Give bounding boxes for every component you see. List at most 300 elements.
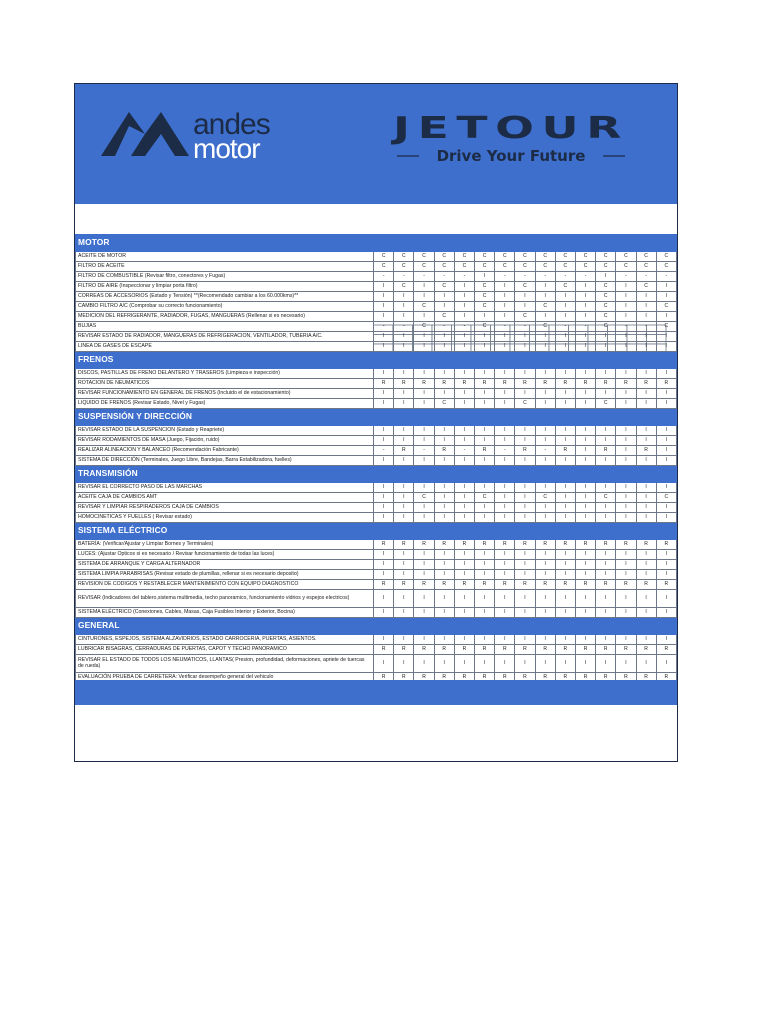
interval-cell: C: [414, 302, 434, 312]
interval-cell: I: [394, 302, 414, 312]
interval-cell: I: [636, 342, 656, 352]
interval-cell: I: [414, 608, 434, 618]
interval-cell: I: [394, 436, 414, 446]
interval-cell: R: [616, 673, 636, 683]
interval-cell: C: [394, 282, 414, 292]
interval-cell: C: [475, 493, 495, 503]
interval-cell: I: [434, 635, 454, 645]
interval-cell: C: [656, 302, 676, 312]
task-label: EVALUACIÓN PRUEBA DE CARRETERA: Verificar desempeño general del vehiculo: [76, 673, 374, 683]
interval-cell: I: [656, 436, 676, 446]
interval-cell: I: [434, 655, 454, 673]
interval-cell: I: [394, 493, 414, 503]
interval-cell: I: [575, 513, 595, 523]
interval-cell: I: [656, 282, 676, 292]
interval-cell: I: [495, 503, 515, 513]
header-banner: [75, 84, 677, 204]
table-row: [76, 570, 677, 580]
interval-cell: R: [636, 673, 656, 683]
task-label: REVISAR ESTADO DE RADIADOR, MANGUERAS DE REFRIGERACION, VENTILADOR, TUBERIA A/C.: [76, 332, 374, 342]
interval-cell: C: [434, 252, 454, 262]
interval-cell: R: [535, 580, 555, 590]
interval-cell: C: [656, 252, 676, 262]
interval-cell: -: [616, 322, 636, 332]
maintenance-table: [75, 234, 677, 693]
interval-cell: I: [414, 332, 434, 342]
interval-cell: I: [555, 590, 575, 608]
interval-cell: I: [636, 312, 656, 322]
interval-cell: I: [414, 389, 434, 399]
table-row: [76, 503, 677, 513]
interval-cell: R: [575, 645, 595, 655]
table-row: [76, 262, 677, 272]
task-label: REVISAR FUNCIONAMIENTO EN GENERAL DE FRENOS (Incluido el de estacionamiento): [76, 389, 374, 399]
interval-cell: R: [394, 673, 414, 683]
interval-cell: I: [555, 550, 575, 560]
interval-cell: R: [495, 580, 515, 590]
interval-cell: C: [434, 282, 454, 292]
interval-cell: R: [434, 379, 454, 389]
interval-cell: I: [515, 560, 535, 570]
interval-cell: I: [454, 493, 474, 503]
interval-cell: I: [656, 446, 676, 456]
jetour-wordmark: JETOUR: [391, 111, 629, 146]
interval-cell: I: [656, 456, 676, 466]
maintenance-sheet: [74, 83, 678, 762]
interval-cell: I: [515, 513, 535, 523]
interval-cell: I: [394, 369, 414, 379]
interval-cell: I: [394, 635, 414, 645]
interval-cell: I: [575, 292, 595, 302]
interval-cell: I: [374, 550, 394, 560]
interval-cell: I: [575, 483, 595, 493]
interval-cell: I: [596, 369, 616, 379]
interval-cell: I: [575, 550, 595, 560]
interval-cell: I: [515, 550, 535, 560]
interval-cell: -: [515, 272, 535, 282]
interval-cell: I: [535, 312, 555, 322]
interval-cell: I: [454, 655, 474, 673]
interval-cell: C: [535, 493, 555, 503]
interval-cell: I: [495, 590, 515, 608]
interval-cell: R: [555, 379, 575, 389]
section-title: MOTOR: [76, 235, 677, 252]
interval-cell: I: [535, 503, 555, 513]
section-header-row: [76, 523, 677, 540]
interval-cell: C: [656, 262, 676, 272]
interval-cell: R: [495, 673, 515, 683]
interval-cell: I: [555, 655, 575, 673]
interval-cell: C: [535, 262, 555, 272]
interval-cell: I: [575, 608, 595, 618]
interval-cell: I: [555, 456, 575, 466]
task-label: ACEITE CAJA DE CAMBIOS AMT: [76, 493, 374, 503]
interval-cell: I: [495, 513, 515, 523]
table-row: [76, 332, 677, 342]
interval-cell: I: [636, 426, 656, 436]
interval-cell: I: [515, 389, 535, 399]
interval-cell: -: [394, 322, 414, 332]
interval-cell: I: [434, 590, 454, 608]
interval-cell: I: [394, 456, 414, 466]
interval-cell: I: [414, 282, 434, 292]
interval-cell: I: [475, 272, 495, 282]
interval-cell: R: [475, 645, 495, 655]
interval-cell: I: [535, 282, 555, 292]
interval-cell: I: [616, 503, 636, 513]
task-label: CORREAS DE ACCESORIOS (Estado y Tensión) **(Recomendado cambiar a los 60.000kms)**: [76, 292, 374, 302]
interval-cell: R: [475, 379, 495, 389]
interval-cell: -: [495, 322, 515, 332]
interval-cell: I: [535, 550, 555, 560]
interval-cell: I: [475, 608, 495, 618]
interval-cell: I: [475, 635, 495, 645]
interval-cell: R: [555, 645, 575, 655]
interval-cell: I: [535, 292, 555, 302]
interval-cell: R: [515, 379, 535, 389]
interval-cell: R: [555, 446, 575, 456]
interval-cell: R: [475, 673, 495, 683]
interval-cell: I: [575, 503, 595, 513]
interval-cell: R: [535, 645, 555, 655]
interval-cell: I: [454, 590, 474, 608]
interval-cell: I: [394, 483, 414, 493]
interval-cell: I: [596, 590, 616, 608]
interval-cell: R: [454, 379, 474, 389]
interval-cell: R: [374, 580, 394, 590]
interval-cell: I: [636, 292, 656, 302]
table-row: [76, 252, 677, 262]
interval-cell: I: [596, 513, 616, 523]
table-row: [76, 272, 677, 282]
interval-cell: I: [515, 292, 535, 302]
interval-cell: I: [535, 570, 555, 580]
interval-cell: I: [636, 560, 656, 570]
interval-cell: I: [475, 570, 495, 580]
interval-cell: I: [555, 332, 575, 342]
interval-cell: -: [374, 446, 394, 456]
interval-cell: I: [414, 399, 434, 409]
interval-cell: I: [394, 570, 414, 580]
interval-cell: I: [374, 282, 394, 292]
interval-cell: I: [374, 399, 394, 409]
interval-cell: I: [475, 560, 495, 570]
andes-motor-logo-mark: [99, 108, 289, 160]
interval-cell: I: [656, 292, 676, 302]
interval-cell: I: [454, 436, 474, 446]
interval-cell: I: [374, 436, 394, 446]
interval-cell: I: [394, 655, 414, 673]
interval-cell: I: [656, 570, 676, 580]
interval-cell: C: [374, 262, 394, 272]
interval-cell: R: [454, 673, 474, 683]
interval-cell: -: [636, 322, 656, 332]
table-row: [76, 513, 677, 523]
interval-cell: R: [616, 379, 636, 389]
interval-cell: I: [596, 342, 616, 352]
table-row: [76, 493, 677, 503]
table-row: [76, 540, 677, 550]
interval-cell: I: [515, 655, 535, 673]
interval-cell: I: [656, 426, 676, 436]
interval-cell: I: [515, 483, 535, 493]
task-label: SISTEMA LIMPIA PARABRISAS (Revisar estado de plumillas, rellenar si es necesario deposito): [76, 570, 374, 580]
interval-cell: I: [454, 426, 474, 436]
task-label: FILTRO DE COMBUSTIBLE (Revisar filtro, conectores y Fugas): [76, 272, 374, 282]
table-row: [76, 608, 677, 618]
interval-cell: I: [535, 608, 555, 618]
table-row: [76, 342, 677, 352]
interval-cell: I: [575, 302, 595, 312]
interval-cell: I: [374, 389, 394, 399]
table-row: [76, 379, 677, 389]
table-row: [76, 312, 677, 322]
task-label: BUJIAS: [76, 322, 374, 332]
interval-cell: I: [596, 550, 616, 560]
interval-cell: R: [374, 673, 394, 683]
interval-cell: R: [596, 645, 616, 655]
interval-cell: I: [555, 483, 575, 493]
interval-cell: I: [575, 426, 595, 436]
interval-cell: I: [596, 426, 616, 436]
interval-cell: -: [555, 322, 575, 332]
interval-cell: I: [475, 436, 495, 446]
interval-cell: I: [636, 635, 656, 645]
interval-cell: I: [575, 342, 595, 352]
interval-cell: I: [656, 550, 676, 560]
interval-cell: R: [656, 673, 676, 683]
interval-cell: I: [454, 282, 474, 292]
interval-cell: C: [434, 262, 454, 272]
interval-cell: C: [596, 292, 616, 302]
task-label: CINTURONES, ESPEJOS, SISTEMA ALZAVIDRIOS, ESTADO CARROCERIA, PUERTAS, ASIENTOS.: [76, 635, 374, 645]
interval-cell: R: [575, 540, 595, 550]
task-label: LIQUIDO DE FRENOS (Revisar Estado, Nivel y Fugas): [76, 399, 374, 409]
brand-name-line1: andes: [193, 108, 270, 141]
interval-cell: C: [454, 252, 474, 262]
interval-cell: -: [434, 322, 454, 332]
interval-cell: I: [596, 456, 616, 466]
interval-cell: R: [596, 379, 616, 389]
table-row: [76, 635, 677, 645]
table-row: [76, 292, 677, 302]
interval-cell: I: [575, 399, 595, 409]
interval-cell: C: [656, 493, 676, 503]
interval-cell: I: [434, 503, 454, 513]
task-label: REVISAR Y LIMPIAR RESPIRADEROS CAJA DE CAMBIOS: [76, 503, 374, 513]
interval-cell: -: [535, 446, 555, 456]
interval-cell: I: [535, 560, 555, 570]
interval-cell: I: [555, 389, 575, 399]
interval-cell: R: [515, 446, 535, 456]
task-label: REVISAR ESTADO DE LA SUSPENCION (Estado y Reapriete): [76, 426, 374, 436]
interval-cell: I: [636, 389, 656, 399]
table-row: [76, 446, 677, 456]
interval-cell: I: [495, 342, 515, 352]
notes-area: [75, 705, 677, 762]
task-label: HOMOCINETICAS Y FUELLES ( Revisar estado): [76, 513, 374, 523]
interval-cell: I: [656, 608, 676, 618]
interval-cell: I: [616, 570, 636, 580]
interval-cell: -: [454, 272, 474, 282]
interval-cell: -: [495, 272, 515, 282]
interval-cell: I: [475, 483, 495, 493]
interval-cell: I: [656, 369, 676, 379]
interval-cell: I: [394, 426, 414, 436]
table-row: [76, 399, 677, 409]
interval-cell: C: [475, 252, 495, 262]
interval-cell: I: [434, 426, 454, 436]
interval-cell: I: [495, 493, 515, 503]
interval-cell: I: [394, 389, 414, 399]
interval-cell: I: [555, 608, 575, 618]
interval-cell: I: [636, 503, 656, 513]
interval-cell: I: [374, 608, 394, 618]
interval-cell: I: [616, 312, 636, 322]
interval-cell: R: [414, 379, 434, 389]
interval-cell: C: [555, 282, 575, 292]
interval-cell: I: [636, 399, 656, 409]
interval-cell: R: [596, 580, 616, 590]
interval-cell: I: [616, 655, 636, 673]
interval-cell: I: [575, 635, 595, 645]
interval-cell: C: [414, 252, 434, 262]
interval-cell: R: [616, 645, 636, 655]
interval-cell: C: [596, 262, 616, 272]
interval-cell: R: [454, 645, 474, 655]
interval-cell: I: [374, 302, 394, 312]
interval-cell: C: [535, 302, 555, 312]
interval-cell: I: [535, 456, 555, 466]
interval-cell: I: [535, 369, 555, 379]
interval-cell: I: [515, 608, 535, 618]
interval-cell: C: [434, 399, 454, 409]
interval-cell: I: [394, 560, 414, 570]
interval-cell: -: [454, 322, 474, 332]
interval-cell: I: [454, 560, 474, 570]
interval-cell: R: [656, 379, 676, 389]
interval-cell: I: [374, 332, 394, 342]
task-label: ROTACION DE NEUMATICOS: [76, 379, 374, 389]
interval-cell: C: [515, 399, 535, 409]
interval-cell: R: [454, 580, 474, 590]
interval-cell: I: [656, 389, 676, 399]
interval-cell: R: [394, 379, 414, 389]
interval-cell: C: [374, 252, 394, 262]
interval-cell: I: [414, 426, 434, 436]
table-row: [76, 282, 677, 292]
interval-cell: R: [596, 540, 616, 550]
interval-cell: I: [596, 503, 616, 513]
interval-cell: I: [374, 426, 394, 436]
interval-cell: R: [596, 446, 616, 456]
task-label: LUCES: (Ajustar Opticos si es necesario / Revisar funcionamiento de todas las luces): [76, 550, 374, 560]
interval-cell: I: [535, 590, 555, 608]
interval-cell: I: [475, 312, 495, 322]
interval-cell: R: [414, 540, 434, 550]
interval-cell: C: [596, 399, 616, 409]
interval-cell: -: [374, 272, 394, 282]
interval-cell: R: [374, 645, 394, 655]
interval-cell: I: [596, 272, 616, 282]
table-row: [76, 436, 677, 446]
interval-cell: I: [616, 399, 636, 409]
interval-cell: I: [454, 513, 474, 523]
interval-cell: R: [434, 540, 454, 550]
interval-cell: C: [475, 292, 495, 302]
interval-cell: I: [636, 302, 656, 312]
interval-cell: I: [535, 332, 555, 342]
interval-cell: I: [656, 503, 676, 513]
interval-cell: -: [535, 272, 555, 282]
interval-cell: I: [434, 436, 454, 446]
interval-cell: C: [535, 322, 555, 332]
interval-cell: I: [575, 389, 595, 399]
section-header-row: [76, 618, 677, 635]
interval-cell: I: [434, 560, 454, 570]
interval-cell: R: [414, 673, 434, 683]
interval-cell: I: [495, 389, 515, 399]
interval-cell: I: [616, 560, 636, 570]
interval-cell: I: [636, 655, 656, 673]
interval-cell: I: [616, 369, 636, 379]
interval-cell: I: [575, 560, 595, 570]
interval-cell: I: [374, 292, 394, 302]
interval-cell: I: [616, 513, 636, 523]
interval-cell: I: [495, 332, 515, 342]
interval-cell: I: [394, 550, 414, 560]
section-title: SUSPENSIÓN Y DIRECCIÓN: [76, 409, 677, 426]
interval-cell: I: [656, 312, 676, 322]
section-title: FRENOS: [76, 352, 677, 369]
interval-cell: I: [374, 560, 394, 570]
interval-cell: C: [596, 322, 616, 332]
interval-cell: I: [394, 608, 414, 618]
interval-cell: I: [555, 342, 575, 352]
task-label: REALIZAR ALINEACION Y BALANCEO (Recomendación Fabricante): [76, 446, 374, 456]
task-label: REVISAR EL CORRECTO PASO DE LAS MARCHAS: [76, 483, 374, 493]
interval-cell: I: [374, 456, 394, 466]
interval-cell: I: [374, 503, 394, 513]
task-label: REVISAR RODAMIENTOS DE MASA (Juego, Fijación, ruido): [76, 436, 374, 446]
interval-cell: I: [454, 483, 474, 493]
interval-cell: R: [495, 645, 515, 655]
interval-cell: -: [434, 272, 454, 282]
interval-cell: I: [656, 483, 676, 493]
table-row: [76, 302, 677, 312]
andes-motor-logo: [99, 108, 289, 165]
interval-cell: I: [414, 369, 434, 379]
section-header-row: [76, 466, 677, 483]
interval-cell: R: [374, 379, 394, 389]
interval-cell: R: [575, 379, 595, 389]
interval-cell: I: [575, 655, 595, 673]
interval-cell: I: [596, 436, 616, 446]
interval-cell: I: [575, 312, 595, 322]
interval-cell: I: [495, 456, 515, 466]
interval-cell: I: [616, 389, 636, 399]
interval-cell: -: [656, 272, 676, 282]
table-row: [76, 389, 677, 399]
interval-cell: I: [495, 570, 515, 580]
interval-cell: I: [656, 590, 676, 608]
interval-cell: I: [495, 369, 515, 379]
interval-cell: I: [636, 513, 656, 523]
interval-cell: R: [515, 673, 535, 683]
task-label: SISTEMA ELÉCTRICO (Conexiones, Cables, Masas, Caja Fusibles Interior y Exterior, Bocina): [76, 608, 374, 618]
interval-cell: I: [596, 570, 616, 580]
footer-band: [75, 680, 677, 705]
